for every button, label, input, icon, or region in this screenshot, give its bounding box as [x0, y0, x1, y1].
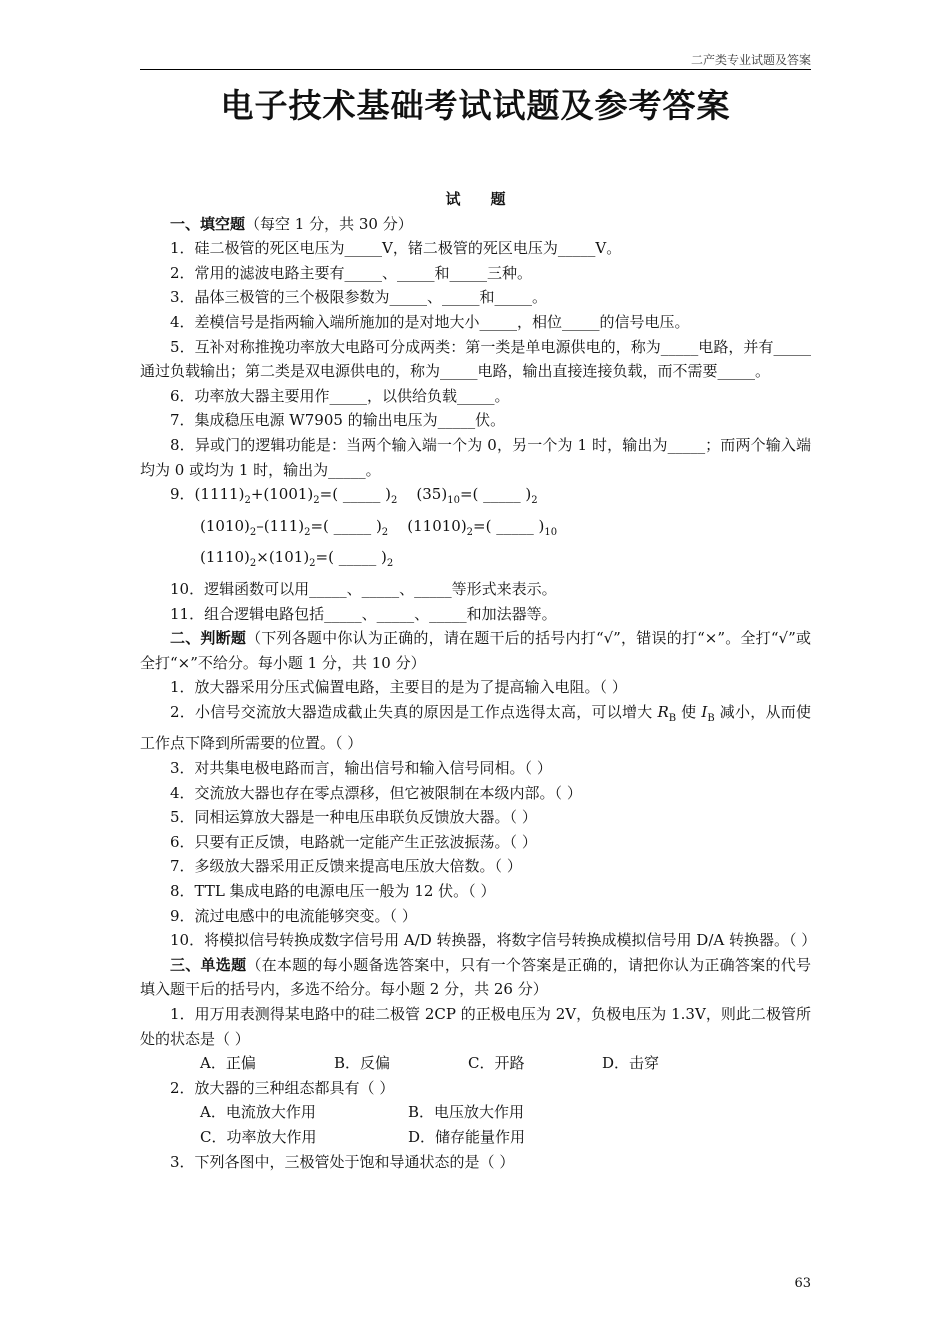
question-1-11: 11．组合逻辑电路包括_____、_____、_____和加法器等。 — [170, 604, 557, 623]
option-a: A．电流放大作用 — [200, 1103, 316, 1122]
option-b: B．电压放大作用 — [408, 1103, 525, 1122]
option-c: C．开路 — [468, 1054, 525, 1073]
question-2-1: 1．放大器采用分压式偏置电路，主要目的是为了提高输入电阻。（ ） — [170, 678, 627, 697]
question-2-7: 7．多级放大器采用正反馈来提高电压放大倍数。（ ） — [170, 857, 522, 876]
question-1-8: 8．异或门的逻辑功能是：当两个输入端一个为 0，另一个为 1 时，输出为_____；而两个输入端均为 0 或均为 1 时，输出为_____。 — [140, 435, 811, 479]
option-a: A．正偏 — [200, 1054, 256, 1073]
option-d: D．击穿 — [602, 1054, 660, 1073]
question-2-3: 3．对共集电极电路而言，输出信号和输入信号同相。（ ） — [170, 759, 552, 778]
section-title: 试题 — [445, 190, 536, 208]
header-rule — [140, 69, 811, 70]
question-1-1: 1．硅二极管的死区电压为_____V，锗二极管的死区电压为_____V。 — [170, 239, 622, 258]
question-2-8: 8．TTL 集成电路的电源电压一般为 12 伏。（ ） — [170, 882, 496, 901]
question-3-2-options-row2 — [140, 1125, 811, 1150]
question-2-4: 4．交流放大器也存在零点漂移，但它被限制在本级内部。（ ） — [170, 783, 582, 802]
question-1-6: 6．功率放大器主要用作_____，以供给负载_____。 — [170, 386, 510, 405]
document-body — [140, 187, 817, 1174]
document-title: 电子技术基础考试试题及参考答案 — [220, 86, 731, 125]
question-2-5: 5．同相运算放大器是一种电压串联负反馈放大器。（ ） — [170, 808, 537, 827]
question-2-10: 10．将模拟信号转换成数字信号用 A/D 转换器，将数字信号转换成模拟信号用 D/A 转换器。（ ） — [170, 931, 817, 950]
question-3-1: 1．用万用表测得某电路中的硅二极管 2CP 的正极电压为 2V，负极电压为 1.3V，则此二极管所处的状态是（ ） — [140, 1005, 811, 1048]
option-b: B．反偏 — [334, 1054, 391, 1073]
question-1-5: 5．互补对称推挽功率放大电路可分成两类：第一类是单电源供电的，称为_____电路，并有_____通过负载输出；第二类是双电源供电的，称为_____电路，输出直接连接负载，而不需要_____。 — [140, 337, 811, 381]
question-3-2: 2．放大器的三种组态都具有（ ） — [170, 1078, 395, 1097]
part1-heading: 一、填空题（每空 1 分，共 30 分） — [170, 214, 413, 233]
question-2-6: 6．只要有正反馈，电路就一定能产生正弦波振荡。（ ） — [170, 832, 537, 851]
part2-heading: 二、判断题（下列各题中你认为正确的，请在题干后的括号内打“√”，错误的打“×”。全打“√”或全打“×”不给分。每小题 1 分，共 10 分） — [140, 629, 811, 672]
question-1-2: 2．常用的滤波电路主要有_____、_____和_____三种。 — [170, 263, 533, 282]
question-1-9-line3: $(1110)_2\times(101)_2=$( _____ )$_2$ — [200, 548, 394, 570]
part3-heading: 三、单选题（在本题的每小题备选答案中，只有一个答案是正确的，请把你认为正确答案的代号填入题干后的括号内，多选不给分。每小题 2 分，共 26 分） — [140, 955, 811, 999]
question-2-2: 2．小信号交流放大器造成截止失真的原因是工作点选得太高，可以增大 $R_B$ 使 $I_B$ 减小，从而使工作点下降到所需要的位置。（ ） — [140, 702, 811, 753]
question-1-4: 4．差模信号是指两输入端所施加的是对地大小_____，相位_____的信号电压。 — [170, 312, 690, 331]
question-1-7: 7．集成稳压电源 W7905 的输出电压为_____伏。 — [170, 411, 506, 430]
question-1-9-line2: $(1010)_2-(111)_2=$( _____ )$_2$ $(11010)_2=$( _____ )$_{10}$ — [200, 516, 558, 538]
page-number: 63 — [794, 1276, 811, 1291]
question-3-2-options-row1 — [140, 1100, 811, 1125]
question-2-9: 9．流过电感中的电流能够突变。（ ） — [170, 906, 417, 925]
question-1-3: 3．晶体三极管的三个极限参数为_____、_____和_____。 — [170, 288, 548, 307]
question-1-10: 10．逻辑函数可以用_____、_____、_____等形式来表示。 — [170, 579, 557, 598]
question-1-9-line1: 9．$(1111)_2+(1001)_2=$( _____ )$_2$ $(35)_{10}=$( _____ )$_2$ — [170, 485, 538, 507]
document-page — [140, 0, 817, 1344]
option-d: D．储存能量作用 — [408, 1127, 526, 1146]
running-header: 二产类专业试题及答案 — [690, 53, 811, 67]
question-3-3: 3．下列各图中，三极管处于饱和导通状态的是（ ） — [170, 1152, 515, 1171]
option-c: C．功率放大作用 — [200, 1127, 317, 1146]
question-3-1-options — [140, 1051, 811, 1076]
